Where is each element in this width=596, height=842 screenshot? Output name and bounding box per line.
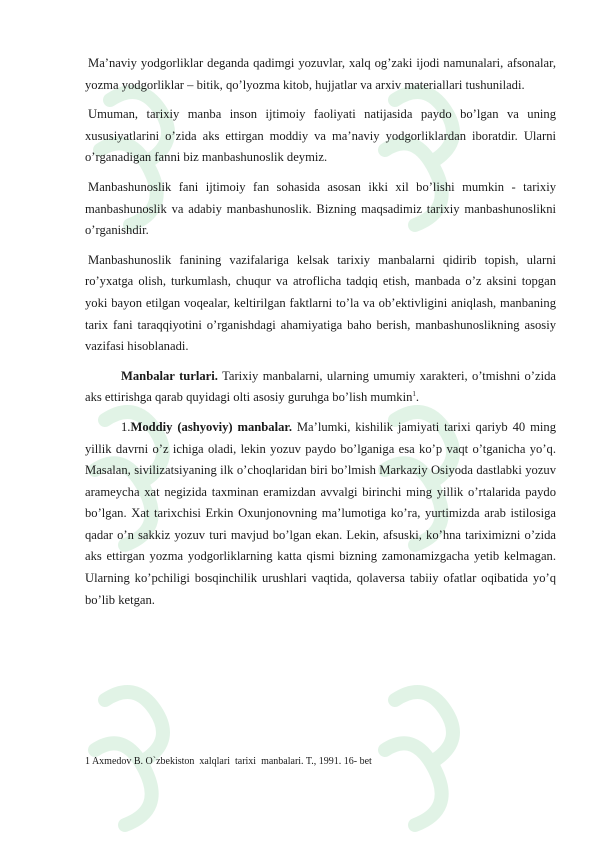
footnote-reference: 1	[412, 390, 416, 399]
material-sources-heading: Moddiy (ashyoviy) manbalar.	[130, 419, 292, 434]
paragraph-source-studies-tasks: Manbashunoslik fanining vazifalariga kelsak tarixiy manbalarni qidirib topish, ularni ro’yxatga olish, turkumlash, chuqur va atroflicha tadqiq etish, manbada o’z aksini topgan yoki bayon etilgan voqealar, keltirilgan faktlarni to’la va ob’ektivligini aniqlash, manbaning tarix fani taraqqiyotini o’rganishdagi ahamiyatiga baho berish, manbashunoslikning asosiy vazifasi hisoblanadi.	[85, 252, 556, 354]
paragraph-spiritual-monuments: Ma’naviy yodgorliklar deganda qadimgi yozuvlar, xalq og’zaki ijodi namunalari, afsonalar, yozma yodgorliklar – bitik, qo’lyozma kitob, hujjatlar va arxiv materiallari tushuniladi.	[85, 56, 556, 92]
material-sources-number: 1.	[121, 419, 131, 434]
source-types-end: .	[415, 390, 420, 405]
watermark-logo-icon	[75, 660, 205, 840]
footnote-text: 1 Axmedov B. O`zbekiston xalqlari tarixi manbalari. T., 1991. 16- bet	[85, 756, 372, 767]
paragraph-material-sources	[85, 417, 556, 611]
paragraph-source-types	[85, 366, 556, 409]
watermark-logo-icon	[365, 660, 495, 840]
paragraph-historical-source-definition: Umuman, tarixiy manba inson ijtimoiy faoliyati natijasida paydo bo’lgan va uning xususiyatlarini o’zida aks ettirgan moddiy va ma’naviy yodgorliklardan iboratdir. Ularni o’rganadigan fanni biz manbashunoslik deymiz.	[85, 107, 556, 165]
material-sources-text: Ma’lumki, kishilik jamiyati tarixi qariyb 40 ming yillik davrni o’z ichiga oladi, lekin yozuv paydo bo’lganiga esa ko’p vaqt o’tganicha yo’q. Masalan, sivilizatsiyaning ilk o’choqlaridan biri bo’lmish Markaziy Osiyoda dastlabki yozuv arameycha xat negizida taxminan eramizdan avvalgi birinchi ming yillik o’rtalarida paydo bo’lgan. Xat tarixchisi Erkin Oxunjonovning ma’lumotiga ko’ra, yurtimizda arab istilosiga qadar o’n sakkiz yozuv turi mavjud bo’lgan ekan. Lekin, afsuski, ko’hna tariximizni o’zida aks ettirgan yozma yodgorliklarning katta qismi bizning zamonamizgacha yetib kelmagan. Ularning ko’pchiligi bosqinchilik urushlari vaqtida, qolaversa tabiiy ofatlar oqibatida yo’q bo’lib ketgan.	[85, 419, 556, 607]
document-body	[85, 53, 556, 611]
source-types-heading: Manbalar turlari.	[121, 368, 218, 383]
source-types-text: Tarixiy manbalarni, ularning umumiy xarakteri, o’tmishni o’zida aks ettirishga qarab quyidagi olti asosiy guruhga bo’lish mumkin	[85, 368, 556, 405]
paragraph-source-studies-types: Manbashunoslik fani ijtimoiy fan sohasida asosan ikki xil bo’lishi mumkin - tarixiy manbashunoslik va adabiy manbashunoslik. Bizning maqsadimiz tarixiy manbashunoslikni o’rganishdir.	[85, 179, 556, 238]
